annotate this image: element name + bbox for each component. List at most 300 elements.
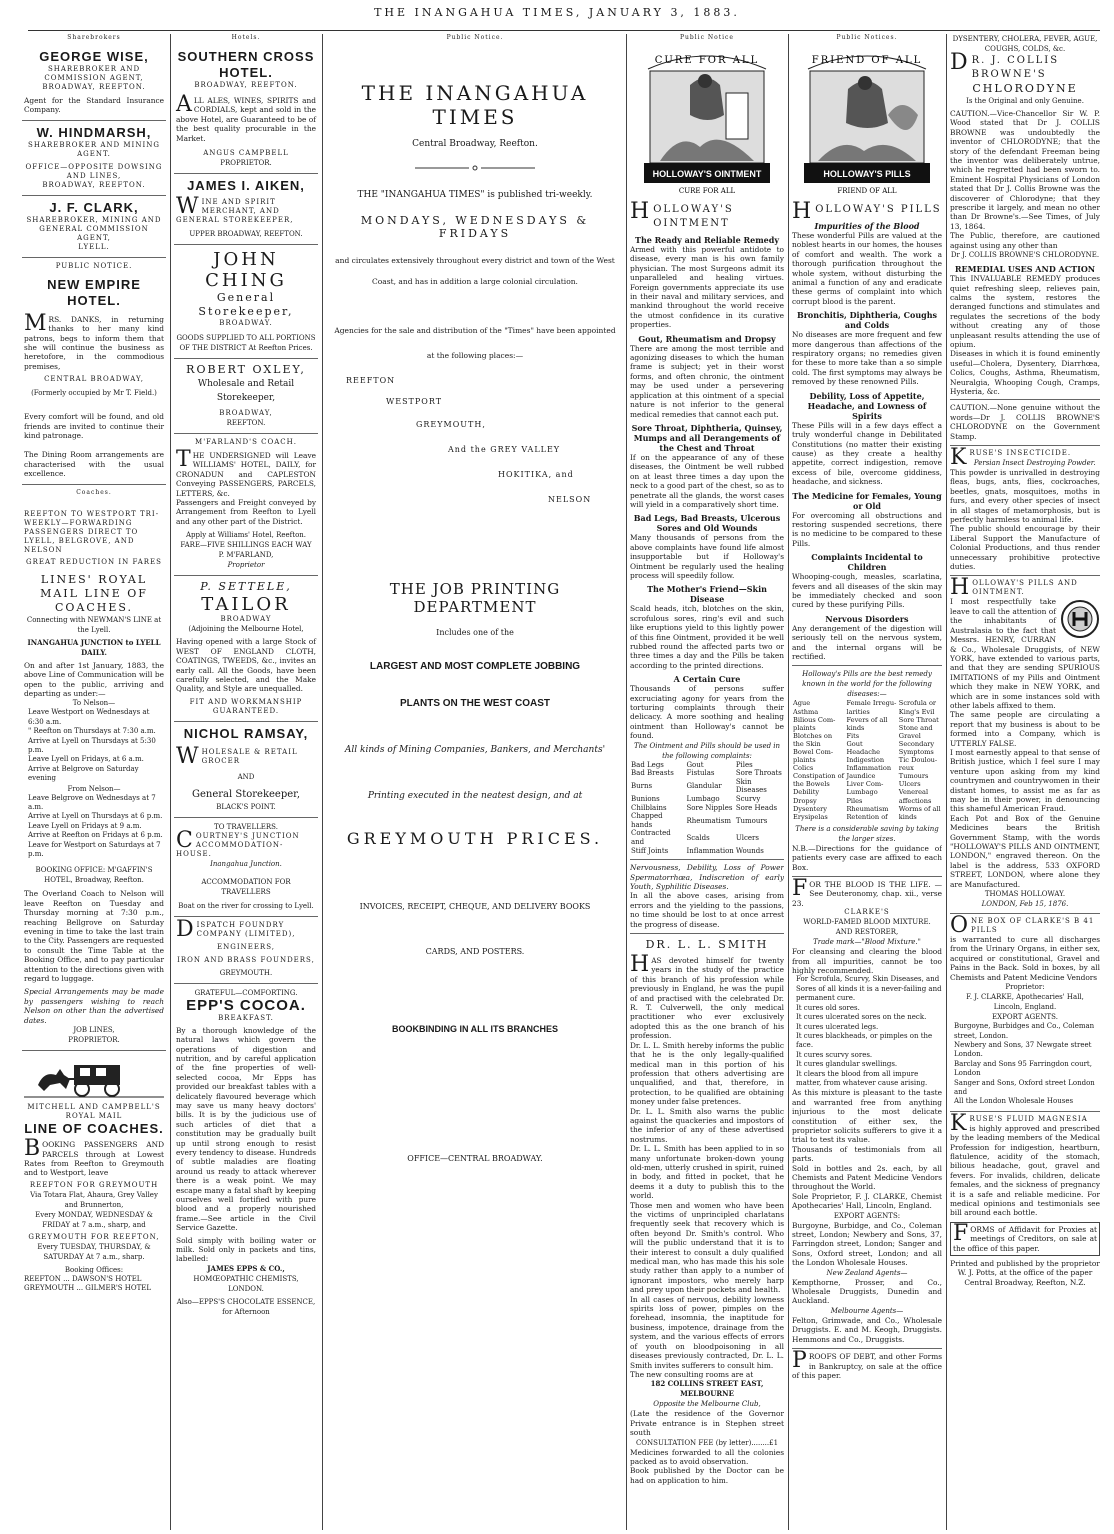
- ad-subhead: Proprietor:: [1005, 983, 1045, 992]
- table-row: [630, 812, 784, 829]
- ad-text: In all the above cases, arising from errors and the yielding to the passions, no time should be lost to at once arrest the progress of disease.: [630, 891, 784, 929]
- table-cell: Chapped hands: [631, 812, 663, 829]
- ad-name: CLARKE'S: [844, 908, 890, 917]
- ad-courtney-junction: [174, 818, 318, 917]
- ad-text: Scald heads, itch, blotches on the skin, scrofulous sores, ring's evil and such like eruptions yield to this lightly power of this fine Ointment, provided it be well rubbed round the affected parts two or three times a day and the Pills be taken according to the printed directions.: [630, 604, 784, 670]
- job-printing-line: BOOKBINDING IN ALL ITS BRANCHES: [391, 1024, 558, 1034]
- table-cell: Fistulas: [686, 769, 715, 778]
- circulation-line: and circulates extensively throughout every district and town of the West: [335, 256, 615, 265]
- section-subhead: A Certain Cure: [673, 674, 741, 685]
- column-heading: Hotels.: [231, 34, 261, 41]
- ad-title: Nervousness, Debility, Loss of Power Spermatorrhœa, Indiscretion of early Youth, Syphilitic Diseases.: [630, 863, 784, 891]
- ad-text: CAUTION.—Vice-Chancellor Sir W. P. Wood stated that Dr J. COLLIS BROWNE was undoubtedly the inventor of CHLORODYNE; that the story of the defendant Freeman being the inventor was deliberately untrue, which he regretted had been sworn to. Eminent Hospital Physicians of London stated that Dr J. Collis Browne was the discoverer of Chlorodyne; that they prescribe it largely, and mean no other than Dr Browne's.—See Times, of July 13, 1864.: [950, 109, 1100, 231]
- job-printing-line: CARDS, AND POSTERS.: [425, 947, 525, 956]
- ad-name: HOLLOWAY'S PILLS: [792, 199, 942, 224]
- ad-text: Boat on the river for crossing to Lyell.: [178, 901, 314, 910]
- list-item: For Scrofula, Scurvy, Skin Diseases, and Sores of all kinds it is a never-failing and permanent cure.: [796, 975, 942, 1003]
- ad-note: N.B.—Directions for the guidance of patients every case are affixed to each Box.: [792, 843, 942, 872]
- ad-title: INANGAHUA JUNCTION to LYELL DAILY.: [27, 637, 161, 657]
- ad-title: TAILOR: [201, 594, 291, 616]
- ad-proprietor: Sole Proprietor, F. J. CLARKE, Chemist Apothecaries' Hall, Lincoln, England.: [792, 1191, 942, 1211]
- table-cell: Wounds: [735, 846, 764, 855]
- table-row: [792, 716, 942, 724]
- ad-address: BROADWAY, REEFTON.: [42, 83, 146, 91]
- table-cell: Scrofula or: [898, 699, 937, 708]
- table-row: [792, 740, 942, 748]
- agency-place: And the GREY VALLEY: [448, 445, 561, 454]
- table-cell: Sore Throat: [898, 715, 939, 724]
- ad-address: BLACK'S POINT.: [216, 802, 276, 811]
- notice-heading: PUBLIC NOTICE.: [55, 261, 133, 270]
- ad-title: BREAKFAST.: [218, 1013, 274, 1022]
- ad-text: The Overland Coach to Nelson will leave Reefton on Tuesday and Thursday morning at 7:30 p.m., reaching Bellgrove on Saturday evening in time to take the last train to the City. Passengers are requested to consult the Time Table at the Booking Office, and to pay particular attention to the directions given with regard to luggage.: [24, 889, 164, 984]
- ad-text: The same people are circulating a report that my business is about to be formed into a Company, which is UTTERLY FALSE.: [950, 710, 1100, 748]
- ad-nichol-ramsay: [174, 722, 318, 818]
- ad-robert-oxley: [174, 359, 318, 434]
- column-heading: Public Notices.: [836, 34, 898, 41]
- ad-name: JOHN CHING: [205, 249, 287, 292]
- table-cell: Bilious Com-: [793, 715, 836, 724]
- table-row: [792, 732, 942, 740]
- publication-note: THE "INANGAHUA TIMES" is published tri-weekly.: [357, 190, 593, 200]
- ad-address: BROADWAY, REEFTON.: [42, 180, 146, 189]
- list-item: It cures ulcerated legs.: [796, 1022, 879, 1031]
- ad-name: KRUSE'S INSECTICIDE.: [950, 445, 1072, 470]
- holloway-ointment-engraving-icon: [630, 45, 784, 195]
- job-printing-line: LARGEST AND MOST COMPLETE JOBBING: [369, 661, 581, 672]
- table-row: [630, 795, 784, 804]
- ad-address: GREYMOUTH.: [219, 968, 273, 977]
- table-cell: Lumbago: [846, 788, 878, 797]
- ad-jf-clark: [22, 196, 166, 258]
- table-cell: plaints: [793, 756, 816, 765]
- notice-heading: TO TRAVELLERS.: [214, 822, 278, 831]
- stagecoach-icon: [24, 1055, 164, 1099]
- ad-dr-smith: [630, 933, 784, 1485]
- ad-proprietor: PROPRIETOR.: [68, 1036, 120, 1045]
- ad-text: Burgoyne, Burbidge, and Co., Coleman street, London; Newbery and Sons, 37, Farringdon street, London; Sanger and Sons, Oxford street, London; and all the London Wholesale Houses.: [792, 1220, 942, 1268]
- ad-quote: FOR THE BLOOD IS THE LIFE. —See Deuteronomy, chap. xii., verse 23.: [792, 876, 942, 908]
- ad-text: Sold in bottles and 2s. each, by all Chemists and Patent Medicine Vendors throughout the World.: [792, 1163, 942, 1192]
- section-subhead: The Medicine for Females, Young or Old: [792, 490, 942, 511]
- ad-hindmarsh: [22, 121, 166, 196]
- agency-place: NELSON: [548, 495, 592, 504]
- table-cell: Fevers of all: [846, 715, 888, 724]
- table-row: [630, 769, 784, 778]
- job-printing-line: PLANTS ON THE WEST COAST: [400, 698, 550, 709]
- ad-clarkes-pills: [950, 913, 1100, 1107]
- ad-address: BROADWAY,: [219, 409, 273, 418]
- circulation-line: Coast, and has in addition a large colonial circulation.: [372, 277, 578, 286]
- job-printing-line: Printing executed in the neatest design, and at: [367, 791, 583, 801]
- ad-name: KRUSE'S FLUID MAGNESIA: [950, 1110, 1088, 1136]
- ad-connector: AND: [237, 772, 255, 781]
- ad-text: This powder is unrivalled in destroying fleas, bugs, ants, flies, cockroaches, beetles, gnats, mosquitoes, moths in furs, and every other species of insect in all stages of metamorphosis, but is perfectly harmless to animal life.: [950, 468, 1100, 525]
- ad-text: Armed with this powerful antidote to disease, every man is his own family physician. The most Surgeons admit its unparalleled and healing virtues. Foreign governments appreciate its use in their naval and military services, and mankind throughout the world receive the utmost confidence in its curative properties.: [630, 245, 784, 330]
- ad-kruse-insecticide: [950, 445, 1100, 571]
- list-item: Newbery and Sons, 37 Newgate street London.: [954, 1040, 1092, 1059]
- table-row: [792, 748, 942, 756]
- table-cell: Jaundice: [846, 772, 876, 781]
- ad-text: This INVALUABLE REMEDY produces quiet refreshing sleep, relieves pain, calms the system, restores the deranged functions and stimulates and regulates the secretions of the body without creating any of those unpleasant results attending the use of opium.: [950, 274, 1100, 349]
- job-printing-heading: THE JOB PRINTING DEPARTMENT: [389, 580, 561, 616]
- ad-name: DISPATCH FOUNDRY COMPANY (LIMITED),: [176, 916, 296, 942]
- ad-address: 182 COLLINS STREET EAST, MELBOURNE: [650, 1379, 764, 1399]
- ad-mfarland-coach: [174, 434, 318, 576]
- section-heading: Coaches.: [76, 488, 112, 496]
- table-cell: Indigestion: [846, 756, 885, 765]
- table-cell: Dysentery: [793, 804, 827, 813]
- table-cell: Piles: [735, 760, 753, 769]
- ad-name: GEORGE WISE,: [39, 49, 149, 64]
- ad-text: Kempthorne, Prosser, and Co., Wholesale Druggists, Dunedin and Auckland.: [792, 1277, 942, 1306]
- timetable-row: Leave for Westport on Saturdays at 7 p.m.: [28, 840, 161, 858]
- ad-text: GOODS SUPPLIED TO ALL PORTIONS OF THE DISTRICT At Reefton Prices.: [176, 334, 316, 353]
- section-subhead: Bronchitis, Diphtheria, Coughs and Colds: [796, 310, 938, 331]
- ad-text: Apply at Williams' Hotel, Reefton.: [185, 531, 307, 540]
- table-cell: Lumbago: [686, 795, 720, 804]
- ad-signature: THOMAS HOLLOWAY.: [984, 890, 1066, 899]
- complaints-table: [630, 761, 784, 856]
- ad-name: W. HINDMARSH,: [36, 124, 152, 140]
- ad-name: P. SETTELE,: [200, 580, 292, 594]
- publication-days: MONDAYS, WEDNESDAYS & FRIDAYS: [360, 214, 590, 240]
- table-row: [792, 708, 942, 716]
- ad-title: WHOLESALE & RETAIL GROCER: [176, 743, 298, 769]
- table-cell: Burns: [631, 782, 653, 791]
- table-row: [630, 804, 784, 813]
- ad-address: BROADWAY: [220, 615, 272, 624]
- ad-text: Each Pot and Box of the Genuine Medicines bears the British Government Stamp, with the words "HOLLOWAY'S PILLS AND OINTMENT, LONDON," engraved thereon. On the label is the address, 533 OXFORD STREET, LONDON, where alone they are Manufactured.: [950, 813, 1100, 889]
- column-divider: [788, 34, 789, 1530]
- table-cell: the Skin: [793, 739, 821, 748]
- ad-title: SHAREBROKER AND COMMISSION AGENT,: [44, 65, 144, 82]
- table-cell: larities: [846, 707, 870, 716]
- column-heading: Public Notice: [680, 34, 734, 41]
- ad-text: is warranted to cure all discharges from the Urinary Organs, in either sex, acquired or constitutional, Gravel and Pains in the Back. Sold in boxes, by all Chemists and Patent Medicine Vendors: [950, 935, 1100, 982]
- column-heading: DYSENTERY, CHOLERA, FEVER, AGUE, COUGHS, COLDS, &c.: [952, 35, 1098, 53]
- table-row: [630, 761, 784, 770]
- ad-new-empire-hotel: [22, 258, 166, 485]
- list-item: It cures blackheads, or pimples on the face.: [796, 1031, 933, 1050]
- table-row: [792, 805, 942, 813]
- ad-name: SOUTHERN CROSS HOTEL.: [177, 49, 315, 80]
- section-subhead: Sore Throat, Diphtheria, Quinsey, Mumps and all Derangements of the Chest and Throat: [631, 422, 783, 453]
- ad-text: Also—EPPS'S CHOCOLATE ESSENCE, for Afternoon: [176, 1297, 316, 1316]
- ad-address: Opposite the Melbourne Club,: [653, 1400, 761, 1409]
- section-subhead: Impurities of the Blood: [814, 221, 920, 231]
- ad-text: Felton, Grimwade, and Co., Wholesale Druggists. E. and M. Keogh, Druggists. Hemmons and Co., Druggists.: [792, 1315, 942, 1344]
- ad-text: On and after 1st January, 1883, the above Line of Communication will be open to the public, arriving and departing as under:—: [24, 660, 164, 698]
- table-cell: Ulcers: [898, 780, 921, 789]
- ad-title: General Storekeeper,: [198, 291, 294, 319]
- table-cell: Gout: [686, 760, 704, 769]
- ad-text: If on the appearance of any of these diseases, the Ointment be well rubbed on at least three times a day upon the neck to a good part of the chest, so as to penetrate all the glands, the worst cases will yield in a comparatively short time.: [630, 452, 784, 509]
- ad-name: COURTNEY'S JUNCTION ACCOMMODATION-HOUSE.: [176, 827, 300, 858]
- ad-text: MRS. DANKS, in returning thanks to her many kind patrons, begs to inform them that she will continue the business as heretofore, in the commodious premises,: [24, 310, 164, 371]
- timetable-row: Arrive at Lyell on Thursdays at 5:30 p.m.: [28, 736, 156, 754]
- ad-text: THE UNDERSIGNED will Leave WILLIAMS' HOTEL, DAILY, for CRONADUN and CAPLESTON Conveying PASSENGERS, PARCELS, LETTERS, &c.: [176, 447, 316, 498]
- ad-title: ENGINEERS,: [217, 942, 275, 951]
- ad-schedule: Every MONDAY, WEDNESDAY & FRIDAY at 7 a.m., sharp, and: [35, 1210, 153, 1229]
- ornament-rule: [328, 157, 622, 176]
- table-cell: plaints: [793, 723, 816, 732]
- table-cell: the Bowels: [793, 780, 830, 789]
- ad-title: Wholesale and Retail Storekeeper,: [197, 379, 295, 404]
- table-cell: Bad Legs: [631, 760, 664, 769]
- ad-title: CHLORODYNE: [972, 82, 1078, 95]
- ad-text: Whooping-cough, measles, scarlatina, fevers and all diseases of the skin may be immediately checked and soon cured by these purifying Pills.: [792, 572, 942, 610]
- ad-tagline: GRATEFUL—COMFORTING.: [194, 988, 298, 997]
- ad-fare: FARE—FIVE SHILLINGS EACH WAY: [180, 541, 312, 550]
- section-subhead: Complaints Incidental to Children: [811, 552, 923, 573]
- ad-epps-cocoa: [174, 984, 318, 1322]
- ad-schedule: Every TUESDAY, THURSDAY, & SATURDAY At 7 a.m., sharp.: [37, 1242, 151, 1261]
- ad-route: REEFTON FOR GREYMOUTH: [29, 1180, 159, 1189]
- ad-proprietor: P. M'FARLAND,: [218, 551, 274, 560]
- table-cell: Headache: [846, 747, 881, 756]
- table-cell: Fits: [846, 731, 860, 740]
- table-cell: Sore Throats: [735, 769, 782, 778]
- ad-name: HOLLOWAY'S PILLS AND OINTMENT.: [950, 575, 1078, 601]
- engraving-caption: FRIEND OF ALL: [837, 187, 897, 195]
- section-subhead: Gout, Rheumatism and Dropsy: [638, 333, 776, 344]
- table-row: [792, 797, 942, 805]
- booking-office: GREYMOUTH ... GILMER'S HOTEL: [24, 1284, 152, 1293]
- ad-text: The public should encourage by their Liberal Support the Manufacture of Colonial Productions, and thus render unnecessary prohibitive protective duties.: [950, 524, 1100, 572]
- ad-note: Is the Original and only Genuine.: [966, 97, 1084, 105]
- ad-note: (Formerly occupied by Mr T. Field.): [31, 389, 157, 398]
- paper-title: THE INANGAHUA TIMES: [361, 81, 589, 129]
- ad-note: Via Totara Flat, Ahaura, Grey Valley and Brunnerton,: [30, 1190, 158, 1209]
- imprint: Printed and published by the proprietor W. J. Potts, at the office of the paper Central Broadway, Reefton, N.Z.: [950, 1259, 1100, 1287]
- ad-address: Inangahua Junction.: [210, 859, 282, 868]
- table-cell: Dropsy: [793, 796, 817, 805]
- ad-address: BROADWAY, REEFTON.: [194, 81, 298, 89]
- agency-place: REEFTON: [346, 376, 396, 385]
- ad-text: The Dining Room arrangements are characterised with the usual excellence.: [24, 450, 164, 479]
- ad-address: BROADWAY.: [219, 319, 273, 328]
- ad-proprietor-label: PROPRIETOR.: [220, 159, 272, 168]
- table-cell: Glandular: [686, 782, 722, 791]
- engraving-banner-text: HOLLOWAY'S OINTMENT: [652, 169, 762, 179]
- table-cell: Stiff Joints: [631, 846, 669, 855]
- table-cell: Symptoms: [898, 747, 934, 756]
- section-subhead: The Mother's Friend—Skin Disease: [647, 584, 767, 605]
- table-cell: Piles: [846, 796, 863, 805]
- section-subhead: Debility, Loss of Appetite, Headache, and Lowness of Spirits: [807, 390, 927, 421]
- masthead-rule: [28, 30, 1100, 31]
- ad-guarantee: FIT AND WORKMANSHIP GUARANTEED.: [189, 697, 303, 715]
- engraving-banner-text: HOLLOWAY'S PILLS: [823, 169, 911, 179]
- ad-clarkes-blood-mixture: [792, 876, 942, 1344]
- section-subhead: REMEDIAL USES AND ACTION: [954, 264, 1096, 275]
- ad-title: SHAREBROKER, MINING AND GENERAL COMMISSION AGENT,: [26, 215, 162, 242]
- table-row: [792, 764, 942, 772]
- ad-text: Diseases in which it is found eminently useful—Cholera, Dysentery, Diarrhœa, Colics, Coughs, Asthma, Rheumatism, Neuralgia, Whooping Cough, Cramps, Hysteria, &c.: [950, 349, 1100, 396]
- ad-text: Medicines forwarded to all the colonies packed as to avoid observation.: [630, 1447, 784, 1466]
- ad-name: LINES' ROYAL MAIL LINE OF COACHES.: [40, 572, 148, 614]
- list-item: All the London Wholesale Houses: [954, 1097, 1074, 1106]
- ad-text: is highly approved and prescribed by the leading members of the Medical Profession for indigestion, heartburn, flatulence, acidity of the stomach, bilious headache, gout, gravel and fevers. For invalids, children, delicate females, and the sickness of pregnancy it is a safe and reliable medicine. For medical opinions and testimonials see bill around each bottle.: [950, 1123, 1100, 1218]
- table-cell: kinds: [898, 812, 917, 821]
- table-row: [792, 699, 942, 707]
- section-subhead: The Ready and Reliable Remedy: [634, 235, 779, 245]
- ad-text: By a thorough knowledge of the natural laws which govern the operations of digestion and nutrition, and by careful application of the fine properties of well-selected cocoa, Mr Epps has provided our breakfast tables with a delicately flavoured beverage which may save us many heavy doctors' bills. It is by the judicious use of such articles of diet that a constitution may be gradually built up until strong enough to resist every tendency to disease. Hundreds of subtle maladies are floating around us ready to attack wherever there is a weak point. We may escape many a fatal shaft by keeping ourselves well fortified with pure blood and a properly nourished frame.—See article in the Civil Service Gazette.: [176, 1025, 316, 1233]
- engraving-caption: CURE FOR ALL: [678, 187, 736, 195]
- ad-title: GREAT REDUCTION IN FARES: [26, 557, 162, 566]
- ad-name: EPP'S COCOA.: [186, 996, 306, 1014]
- table-row: [630, 778, 784, 795]
- table-cell: Inflammation: [686, 846, 734, 855]
- holloway-pills-engraving-icon: [792, 45, 942, 195]
- table-row: [792, 788, 942, 796]
- ad-text: Dr. L. L. Smith also warns the public against the quackeries and impostors of the inferior of any of these advertised nostrums.: [630, 1106, 784, 1144]
- ad-title: LINE OF COACHES.: [24, 1121, 164, 1137]
- table-cell: Scalds: [686, 833, 710, 842]
- ad-office: OFFICE—OPPOSITE DOWSING AND LINES,: [25, 162, 163, 180]
- agencies-line: at the following places:—: [426, 351, 524, 360]
- ad-name: HOLLOWAY'S OINTMENT: [630, 199, 734, 229]
- ad-address: Lincoln, England.: [993, 1003, 1057, 1012]
- ad-subhead: EXPORT AGENTS.: [992, 1013, 1058, 1022]
- ad-date: LONDON, Feb 15, 1876.: [981, 900, 1069, 909]
- ad-route: GREYMOUTH FOR REEFTON,: [28, 1232, 160, 1241]
- column-chlorodyne: [950, 34, 1100, 1530]
- ad-text: BOOKING PASSENGERS AND PARCELS through at Lowest Rates from Reefton to Greymouth and to Westport, leave: [24, 1136, 164, 1178]
- engraving-top-text: FRIEND OF ALL: [811, 55, 923, 66]
- table-cell: Erysipelas: [793, 812, 828, 821]
- ad-text: Dr. L. L. Smith hereby informs the public that he is the only legally-qualified medical man in this portion of his profession that others advertising are unqualified, and that, therefore, in protection, to be qualified are obtaining money under false pretences.: [630, 1040, 784, 1107]
- office-address: OFFICE—CENTRAL BROADWAY.: [407, 1154, 543, 1163]
- table-cell: Chilblains: [631, 803, 667, 812]
- timetable-row: Leave Belgrove on Wednesdays at 7 a.m.: [28, 793, 156, 811]
- ad-proprietor: ANGUS CAMPBELL: [203, 149, 289, 158]
- column-heading: Public Notice.: [446, 34, 504, 41]
- ad-text: There are among the most terrible and agonizing diseases to which the human frame is subject; yet in their worst forms, and often chronic, the ointment may be used under a persevering application at this ointment of a special nature is not inferior to the general medical remedies that cannot each put.: [630, 343, 784, 419]
- ad-text: HAS devoted himself for twenty years in the study of the practice of this branch of his profession while previously in England, he was the pupil of and practised with the celebrated Dr. R. T. Culverwell, the only medical practitioner who ever exclusively adopted this as the one branch of his profession.: [630, 952, 784, 1041]
- ad-name: MITCHELL AND CAMPBELL'S ROYAL MAIL: [27, 1103, 161, 1121]
- ad-coaches: [22, 485, 166, 1051]
- ad-forms-affidavit: FORMS of Affidavit for Proxies at meetings of Creditors, on sale at the office of this paper.: [950, 1222, 1100, 1256]
- column-divider: [322, 34, 323, 1530]
- ad-address: LONDON.: [228, 1284, 264, 1293]
- ad-title: ACCOMMODATION FOR TRAVELLERS: [201, 877, 291, 896]
- ad-subhead: New Zealand Agents—: [826, 1268, 908, 1277]
- ad-text: Book published by the Doctor can be had on application to him.: [630, 1466, 784, 1485]
- table-cell: Secondary: [898, 739, 935, 748]
- cures-list: [792, 975, 942, 1088]
- table-row: [630, 829, 784, 846]
- agencies-line: Agencies for the sale and distribution of the "Times" have been appointed: [334, 326, 616, 335]
- table-cell: Sore Nipples: [686, 803, 733, 812]
- timetable-row: Leave Lyell on Fridays, at 6 a.m.: [28, 755, 144, 764]
- table-cell: Blotches on: [793, 731, 833, 740]
- list-item: Burgoyne, Burbidges and Co., Coleman street, London.: [954, 1022, 1095, 1040]
- ad-george-wise: [22, 45, 166, 121]
- ad-subhead: Melbourne Agents—: [830, 1306, 904, 1315]
- ad-name: J. F. CLARK,: [49, 199, 139, 215]
- job-printing-line: Includes one of the: [436, 628, 514, 637]
- ad-subhead: EXPORT AGENTS:: [833, 1211, 901, 1220]
- ad-mitchell-campbell: [22, 1051, 166, 1298]
- ad-text: Dr J. COLLIS BROWNE'S CHLORODYNE.: [950, 251, 1100, 260]
- table-cell: Bunions: [631, 795, 660, 804]
- ad-company: JAMES EPPS & CO.,: [207, 1263, 285, 1273]
- table-cell: King's Evil: [898, 707, 935, 716]
- ad-title: REEFTON TO WESTPORT TRI-WEEKLY—FORWARDING PASSENGERS DIRECT TO LYELL, BELGROVE, AND NELSON: [24, 509, 160, 554]
- ad-text: Every comfort will be found, and old friends are invited to continue their kind patronage.: [24, 412, 164, 441]
- ad-note: There is a considerable saving by taking the larger sizes.: [795, 824, 939, 843]
- ad-text: These Pills will in a few days effect a truly wonderful change in Debilitated Constitutions (no matter their existing cause) as they create a healthy appetite, correct indigestion, remove excess of bile, overcome giddiness, headache, and sickness.: [792, 420, 942, 487]
- table-row: [792, 813, 942, 821]
- ad-text: Special Arrangements may be made by passengers wishing to reach Nelson on other than the advertised dates.: [24, 987, 164, 1025]
- ad-text: Thousands of persons suffer excruciating agony for years from the torturing complaints through their delicacy. A more soothing and healing ointment than Holloway's cannot be found.: [630, 684, 784, 741]
- column-divider: [626, 34, 627, 1530]
- ad-text: Passengers and Freight conveyed by Arrangement from Reefton to Lyell and any other part of the District.: [176, 498, 316, 526]
- ad-title: IRON AND BRASS FOUNDERS,: [177, 955, 315, 964]
- table-row: [792, 780, 942, 788]
- table-row: [630, 847, 784, 856]
- ad-text: Any derangement of the digestion will seriously tell on the nervous system, and the internal organs will be rectified.: [792, 623, 942, 661]
- ad-address: LYELL.: [78, 242, 110, 251]
- section-subhead: Holloway's Pills are the best remedy known in the world for the following diseases:—: [792, 665, 942, 699]
- ad-text: For cleansing and clearing the blood from all impurities, cannot be too highly recommended.: [792, 947, 942, 976]
- table-cell: Tic Doulou-: [898, 756, 938, 765]
- table-cell: Ulcers: [735, 833, 759, 842]
- ad-name: NICHOL RAMSAY,: [183, 725, 309, 741]
- ad-james-aiken: [174, 174, 318, 245]
- masthead: THE INANGAHUA TIMES, JANUARY 3, 1883.: [374, 6, 740, 19]
- table-cell: Liver Com-: [846, 780, 884, 789]
- ad-name: ROBERT OXLEY,: [186, 363, 306, 377]
- ad-text: The Public, therefore, are cautioned against using any other than: [950, 231, 1100, 250]
- ad-subhead: Booking Offices:: [64, 1265, 124, 1274]
- ad-title: SHAREBROKER AND MINING AGENT.: [28, 140, 160, 158]
- table-cell: Constipation of: [793, 772, 845, 781]
- table-cell: Worms of all: [898, 804, 941, 813]
- list-item: It cures ulcerated sores on the neck.: [796, 1013, 927, 1022]
- list-item: It cures glandular swellings.: [796, 1060, 898, 1069]
- table-cell: Skin Diseases: [735, 777, 767, 795]
- table-cell: kinds: [846, 723, 865, 732]
- ad-text: These wonderful Pills are valued at the noblest hearts in our homes, the houses of comfort and wealth. The work a thorough purification throughout the whole system, without disturbing the animal a function of any and eradicate these germs of complaint into which corrupt blood is the parent.: [792, 231, 942, 306]
- ad-kruse-magnesia: [950, 1111, 1100, 1218]
- column-holloway-pills: [792, 34, 942, 1530]
- ad-title: HOMŒOPATHIC CHEMISTS,: [193, 1274, 299, 1283]
- table-cell: Rheumatism: [686, 816, 731, 825]
- table-cell: Ague: [793, 699, 811, 708]
- ad-fee: CONSULTATION FEE (by letter)........£1: [635, 1438, 779, 1447]
- holloway-seal-icon: [1060, 599, 1100, 639]
- table-cell: Bowel Com-: [793, 747, 834, 756]
- column-sharebrokers: [22, 34, 166, 1530]
- ad-title: AND RESTORER,: [835, 928, 899, 937]
- list-item: It cures scurvy sores.: [796, 1050, 873, 1059]
- ad-name: M'FARLAND'S COACH.: [195, 438, 297, 447]
- booking-office: REEFTON ... DAWSON'S HOTEL: [24, 1274, 142, 1283]
- table-cell: Tumours: [735, 816, 768, 825]
- table-cell: Gout: [846, 739, 863, 748]
- column-public-notice: [328, 34, 622, 1530]
- ad-text: For overcoming all obstructions and restoring suspended secretions, there is no medicine to be compared to these Pills.: [792, 510, 942, 548]
- timetable-row: Leave Westport on Wednesdays at 6:30 a.m.: [28, 708, 150, 726]
- column-divider: [946, 34, 947, 1530]
- column-holloway-ointment: [630, 34, 784, 1530]
- ad-text: ALL ALES, WINES, SPIRITS and CORDIALS, kept and sold in the above Hotel, are Guaranteed to be of the best quality procurable in the Market.: [176, 92, 316, 143]
- ad-title: BOOKING OFFICE: M'GAFFIN'S HOTEL, Broadway, Reefton.: [35, 866, 153, 885]
- ad-text: Many thousands of persons from the above complaints have found life almost insupportable but if Holloway's Ointment be regularly used the healing process will speedily follow.: [630, 533, 784, 580]
